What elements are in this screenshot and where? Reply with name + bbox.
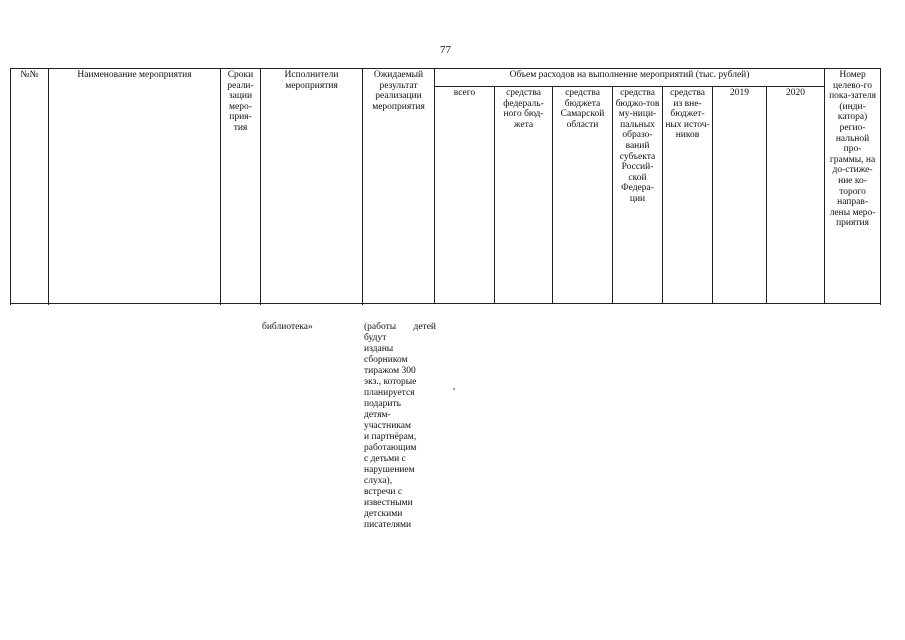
result-line: нарушением bbox=[364, 465, 415, 475]
result-line: работающим bbox=[364, 443, 417, 453]
result-line: планируется bbox=[364, 388, 415, 398]
header-other: средства из вне-бюджет-ных источ-ников bbox=[663, 87, 713, 304]
result-line: слуха), bbox=[364, 476, 393, 486]
continued-executor: библиотека» bbox=[262, 322, 313, 332]
result-line: участникам bbox=[364, 421, 411, 431]
result-line: встречи с bbox=[364, 487, 403, 497]
result-line: детскими bbox=[364, 509, 403, 519]
scan-speck bbox=[453, 388, 455, 390]
header-name: Наименование мероприятия bbox=[49, 69, 221, 304]
header-expenses-group: Объем расходов на выполнение мероприятий (тыс. рублей) bbox=[435, 69, 825, 87]
header-federal: средства федераль-ного бюд-жета bbox=[495, 87, 553, 304]
result-line: детям- bbox=[364, 410, 391, 420]
header-num: №№ bbox=[11, 69, 49, 304]
header-executors: Исполнители мероприятия bbox=[261, 69, 363, 304]
header-result: Ожидаемый результат реализации мероприятия bbox=[363, 69, 435, 304]
continued-result bbox=[364, 322, 436, 531]
result-line: тиражом 300 bbox=[364, 366, 416, 376]
header-indicator: Номер целево-го пока-зателя (инди-катора) регио-нальной про-граммы, на до-стиже-ние ко-торого направ-лены меро-приятия bbox=[825, 69, 881, 304]
result-line: известными bbox=[364, 498, 413, 508]
result-line: (работы детей будут bbox=[364, 322, 436, 343]
result-line: писателями bbox=[364, 520, 412, 530]
result-line: с детьми с bbox=[364, 454, 406, 464]
header-total: всего bbox=[435, 87, 495, 304]
result-line: и партнёрам, bbox=[364, 432, 417, 442]
header-2020: 2020 bbox=[767, 87, 825, 304]
header-municipal: средства бюджо-тов му-ници-пальных образо-ваний субъекта Россий-ской Федера-ции bbox=[613, 87, 663, 304]
page-number: 77 bbox=[440, 44, 451, 56]
result-line: экз., которые bbox=[364, 377, 417, 387]
result-line: подарить bbox=[364, 399, 401, 409]
header-terms: Сроки реали-зации меро-прия-тия bbox=[221, 69, 261, 304]
measures-table bbox=[10, 68, 881, 304]
result-line: изданы bbox=[364, 344, 394, 354]
header-regional: средства бюджета Самарской области bbox=[553, 87, 613, 304]
result-line: сборником bbox=[364, 355, 408, 365]
header-2019: 2019 bbox=[713, 87, 767, 304]
